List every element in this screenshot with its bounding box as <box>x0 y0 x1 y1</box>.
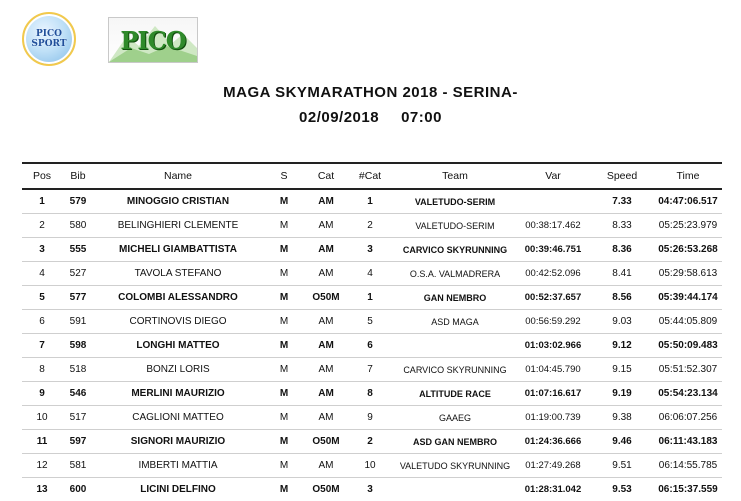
cell-time: 05:26:53.268 <box>654 238 722 262</box>
cell-s: M <box>262 406 306 430</box>
cell-var: 00:52:37.657 <box>516 286 590 310</box>
cell-ncat: 8 <box>346 382 394 406</box>
cell-s: M <box>262 478 306 501</box>
cell-var: 00:56:59.292 <box>516 310 590 334</box>
cell-bib: 517 <box>62 406 94 430</box>
page-subtitle <box>0 109 741 126</box>
cell-ncat: 3 <box>346 238 394 262</box>
cell-var: 00:38:17.462 <box>516 214 590 238</box>
cell-name: IMBERTI MATTIA <box>94 454 262 478</box>
cell-bib: 555 <box>62 238 94 262</box>
cell-s: M <box>262 454 306 478</box>
cell-time: 05:25:23.979 <box>654 214 722 238</box>
cell-pos: 11 <box>22 430 62 454</box>
race-date: 02/09/2018 <box>299 109 379 126</box>
cell-pos: 4 <box>22 262 62 286</box>
table-row <box>22 238 722 262</box>
cell-var: 01:27:49.268 <box>516 454 590 478</box>
column-header-time: Time <box>654 163 722 189</box>
pico-sport-logo-line1: PICO <box>36 29 62 39</box>
cell-speed: 8.33 <box>590 214 654 238</box>
cell-team <box>394 478 516 501</box>
cell-var: 01:28:31.042 <box>516 478 590 501</box>
cell-pos: 10 <box>22 406 62 430</box>
cell-time: 06:11:43.183 <box>654 430 722 454</box>
pico-sport-logo-line2: SPORT <box>31 39 66 49</box>
cell-name: LICINI DELFINO <box>94 478 262 501</box>
table-row <box>22 189 722 214</box>
cell-speed: 9.15 <box>590 358 654 382</box>
cell-var: 00:39:46.751 <box>516 238 590 262</box>
cell-speed: 9.12 <box>590 334 654 358</box>
cell-s: M <box>262 310 306 334</box>
cell-cat: AM <box>306 334 346 358</box>
cell-team: VALETUDO-SERIM <box>394 189 516 214</box>
column-header-var: Var <box>516 163 590 189</box>
cell-var: 01:19:00.739 <box>516 406 590 430</box>
cell-team: ASD GAN NEMBRO <box>394 430 516 454</box>
cell-bib: 546 <box>62 382 94 406</box>
cell-name: BONZI LORIS <box>94 358 262 382</box>
cell-name: MERLINI MAURIZIO <box>94 382 262 406</box>
cell-var: 01:04:45.790 <box>516 358 590 382</box>
cell-speed: 9.19 <box>590 382 654 406</box>
cell-time: 06:06:07.256 <box>654 406 722 430</box>
cell-ncat: 2 <box>346 430 394 454</box>
cell-team: CARVICO SKYRUNNING <box>394 238 516 262</box>
table-row <box>22 358 722 382</box>
cell-name: CAGLIONI MATTEO <box>94 406 262 430</box>
cell-speed: 7.33 <box>590 189 654 214</box>
pico-sport-logo <box>22 12 76 66</box>
column-header-speed: Speed <box>590 163 654 189</box>
table-row <box>22 454 722 478</box>
cell-team: O.S.A. VALMADRERA <box>394 262 516 286</box>
cell-name: MICHELI GIAMBATTISTA <box>94 238 262 262</box>
cell-pos: 2 <box>22 214 62 238</box>
cell-s: M <box>262 262 306 286</box>
cell-bib: 591 <box>62 310 94 334</box>
table-row <box>22 286 722 310</box>
column-header-cat: Cat <box>306 163 346 189</box>
cell-cat: O50M <box>306 478 346 501</box>
cell-pos: 1 <box>22 189 62 214</box>
cell-bib: 527 <box>62 262 94 286</box>
cell-time: 05:44:05.809 <box>654 310 722 334</box>
cell-var: 00:42:52.096 <box>516 262 590 286</box>
results-body <box>22 189 722 501</box>
column-header-pos: Pos <box>22 163 62 189</box>
cell-s: M <box>262 189 306 214</box>
cell-time: 05:50:09.483 <box>654 334 722 358</box>
pico-logo <box>108 17 198 63</box>
cell-bib: 600 <box>62 478 94 501</box>
cell-var <box>516 189 590 214</box>
cell-ncat: 1 <box>346 189 394 214</box>
cell-speed: 9.53 <box>590 478 654 501</box>
table-header-row <box>22 163 722 189</box>
cell-pos: 6 <box>22 310 62 334</box>
cell-cat: AM <box>306 454 346 478</box>
cell-pos: 12 <box>22 454 62 478</box>
race-start-time: 07:00 <box>401 109 442 126</box>
cell-ncat: 10 <box>346 454 394 478</box>
cell-name: BELINGHIERI CLEMENTE <box>94 214 262 238</box>
cell-name: COLOMBI ALESSANDRO <box>94 286 262 310</box>
cell-var: 01:03:02.966 <box>516 334 590 358</box>
cell-s: M <box>262 238 306 262</box>
cell-time: 05:51:52.307 <box>654 358 722 382</box>
cell-bib: 518 <box>62 358 94 382</box>
cell-pos: 3 <box>22 238 62 262</box>
results-table <box>22 162 722 501</box>
cell-ncat: 9 <box>346 406 394 430</box>
table-row <box>22 430 722 454</box>
table-row <box>22 310 722 334</box>
cell-pos: 5 <box>22 286 62 310</box>
cell-team: GAAEG <box>394 406 516 430</box>
cell-name: LONGHI MATTEO <box>94 334 262 358</box>
cell-cat: AM <box>306 382 346 406</box>
cell-s: M <box>262 358 306 382</box>
cell-cat: AM <box>306 358 346 382</box>
cell-ncat: 2 <box>346 214 394 238</box>
cell-speed: 8.56 <box>590 286 654 310</box>
cell-name: CORTINOVIS DIEGO <box>94 310 262 334</box>
cell-cat: AM <box>306 189 346 214</box>
cell-time: 05:54:23.134 <box>654 382 722 406</box>
cell-speed: 9.46 <box>590 430 654 454</box>
cell-s: M <box>262 430 306 454</box>
cell-ncat: 5 <box>346 310 394 334</box>
table-row <box>22 262 722 286</box>
cell-ncat: 3 <box>346 478 394 501</box>
table-row <box>22 478 722 501</box>
column-header-ncat: #Cat <box>346 163 394 189</box>
cell-time: 04:47:06.517 <box>654 189 722 214</box>
cell-time: 05:29:58.613 <box>654 262 722 286</box>
cell-bib: 579 <box>62 189 94 214</box>
cell-team: ASD MAGA <box>394 310 516 334</box>
cell-name: SIGNORI MAURIZIO <box>94 430 262 454</box>
cell-pos: 13 <box>22 478 62 501</box>
cell-s: M <box>262 286 306 310</box>
cell-cat: O50M <box>306 286 346 310</box>
cell-bib: 598 <box>62 334 94 358</box>
cell-ncat: 4 <box>346 262 394 286</box>
cell-team: VALETUDO-SERIM <box>394 214 516 238</box>
cell-ncat: 1 <box>346 286 394 310</box>
cell-s: M <box>262 334 306 358</box>
cell-s: M <box>262 214 306 238</box>
cell-speed: 9.03 <box>590 310 654 334</box>
cell-bib: 580 <box>62 214 94 238</box>
cell-s: M <box>262 382 306 406</box>
cell-cat: AM <box>306 262 346 286</box>
cell-speed: 8.41 <box>590 262 654 286</box>
cell-speed: 8.36 <box>590 238 654 262</box>
cell-name: MINOGGIO CRISTIAN <box>94 189 262 214</box>
cell-pos: 8 <box>22 358 62 382</box>
cell-ncat: 7 <box>346 358 394 382</box>
cell-time: 06:14:55.785 <box>654 454 722 478</box>
cell-pos: 9 <box>22 382 62 406</box>
cell-team: ALTITUDE RACE <box>394 382 516 406</box>
cell-bib: 597 <box>62 430 94 454</box>
column-header-team: Team <box>394 163 516 189</box>
pico-logo-word: PICO <box>120 26 185 55</box>
cell-cat: AM <box>306 406 346 430</box>
cell-cat: O50M <box>306 430 346 454</box>
cell-bib: 577 <box>62 286 94 310</box>
table-row <box>22 334 722 358</box>
cell-cat: AM <box>306 238 346 262</box>
cell-bib: 581 <box>62 454 94 478</box>
cell-name: TAVOLA STEFANO <box>94 262 262 286</box>
cell-cat: AM <box>306 214 346 238</box>
cell-team: GAN NEMBRO <box>394 286 516 310</box>
page-title: MAGA SKYMARATHON 2018 - SERINA- <box>0 84 741 101</box>
table-row <box>22 214 722 238</box>
cell-team: VALETUDO SKYRUNNING <box>394 454 516 478</box>
cell-speed: 9.51 <box>590 454 654 478</box>
column-header-name: Name <box>94 163 262 189</box>
cell-ncat: 6 <box>346 334 394 358</box>
cell-pos: 7 <box>22 334 62 358</box>
column-header-s: S <box>262 163 306 189</box>
cell-var: 01:07:16.617 <box>516 382 590 406</box>
cell-var: 01:24:36.666 <box>516 430 590 454</box>
table-row <box>22 406 722 430</box>
cell-team: CARVICO SKYRUNNING <box>394 358 516 382</box>
cell-time: 06:15:37.559 <box>654 478 722 501</box>
cell-team <box>394 334 516 358</box>
cell-time: 05:39:44.174 <box>654 286 722 310</box>
table-row <box>22 382 722 406</box>
cell-speed: 9.38 <box>590 406 654 430</box>
column-header-bib: Bib <box>62 163 94 189</box>
cell-cat: AM <box>306 310 346 334</box>
